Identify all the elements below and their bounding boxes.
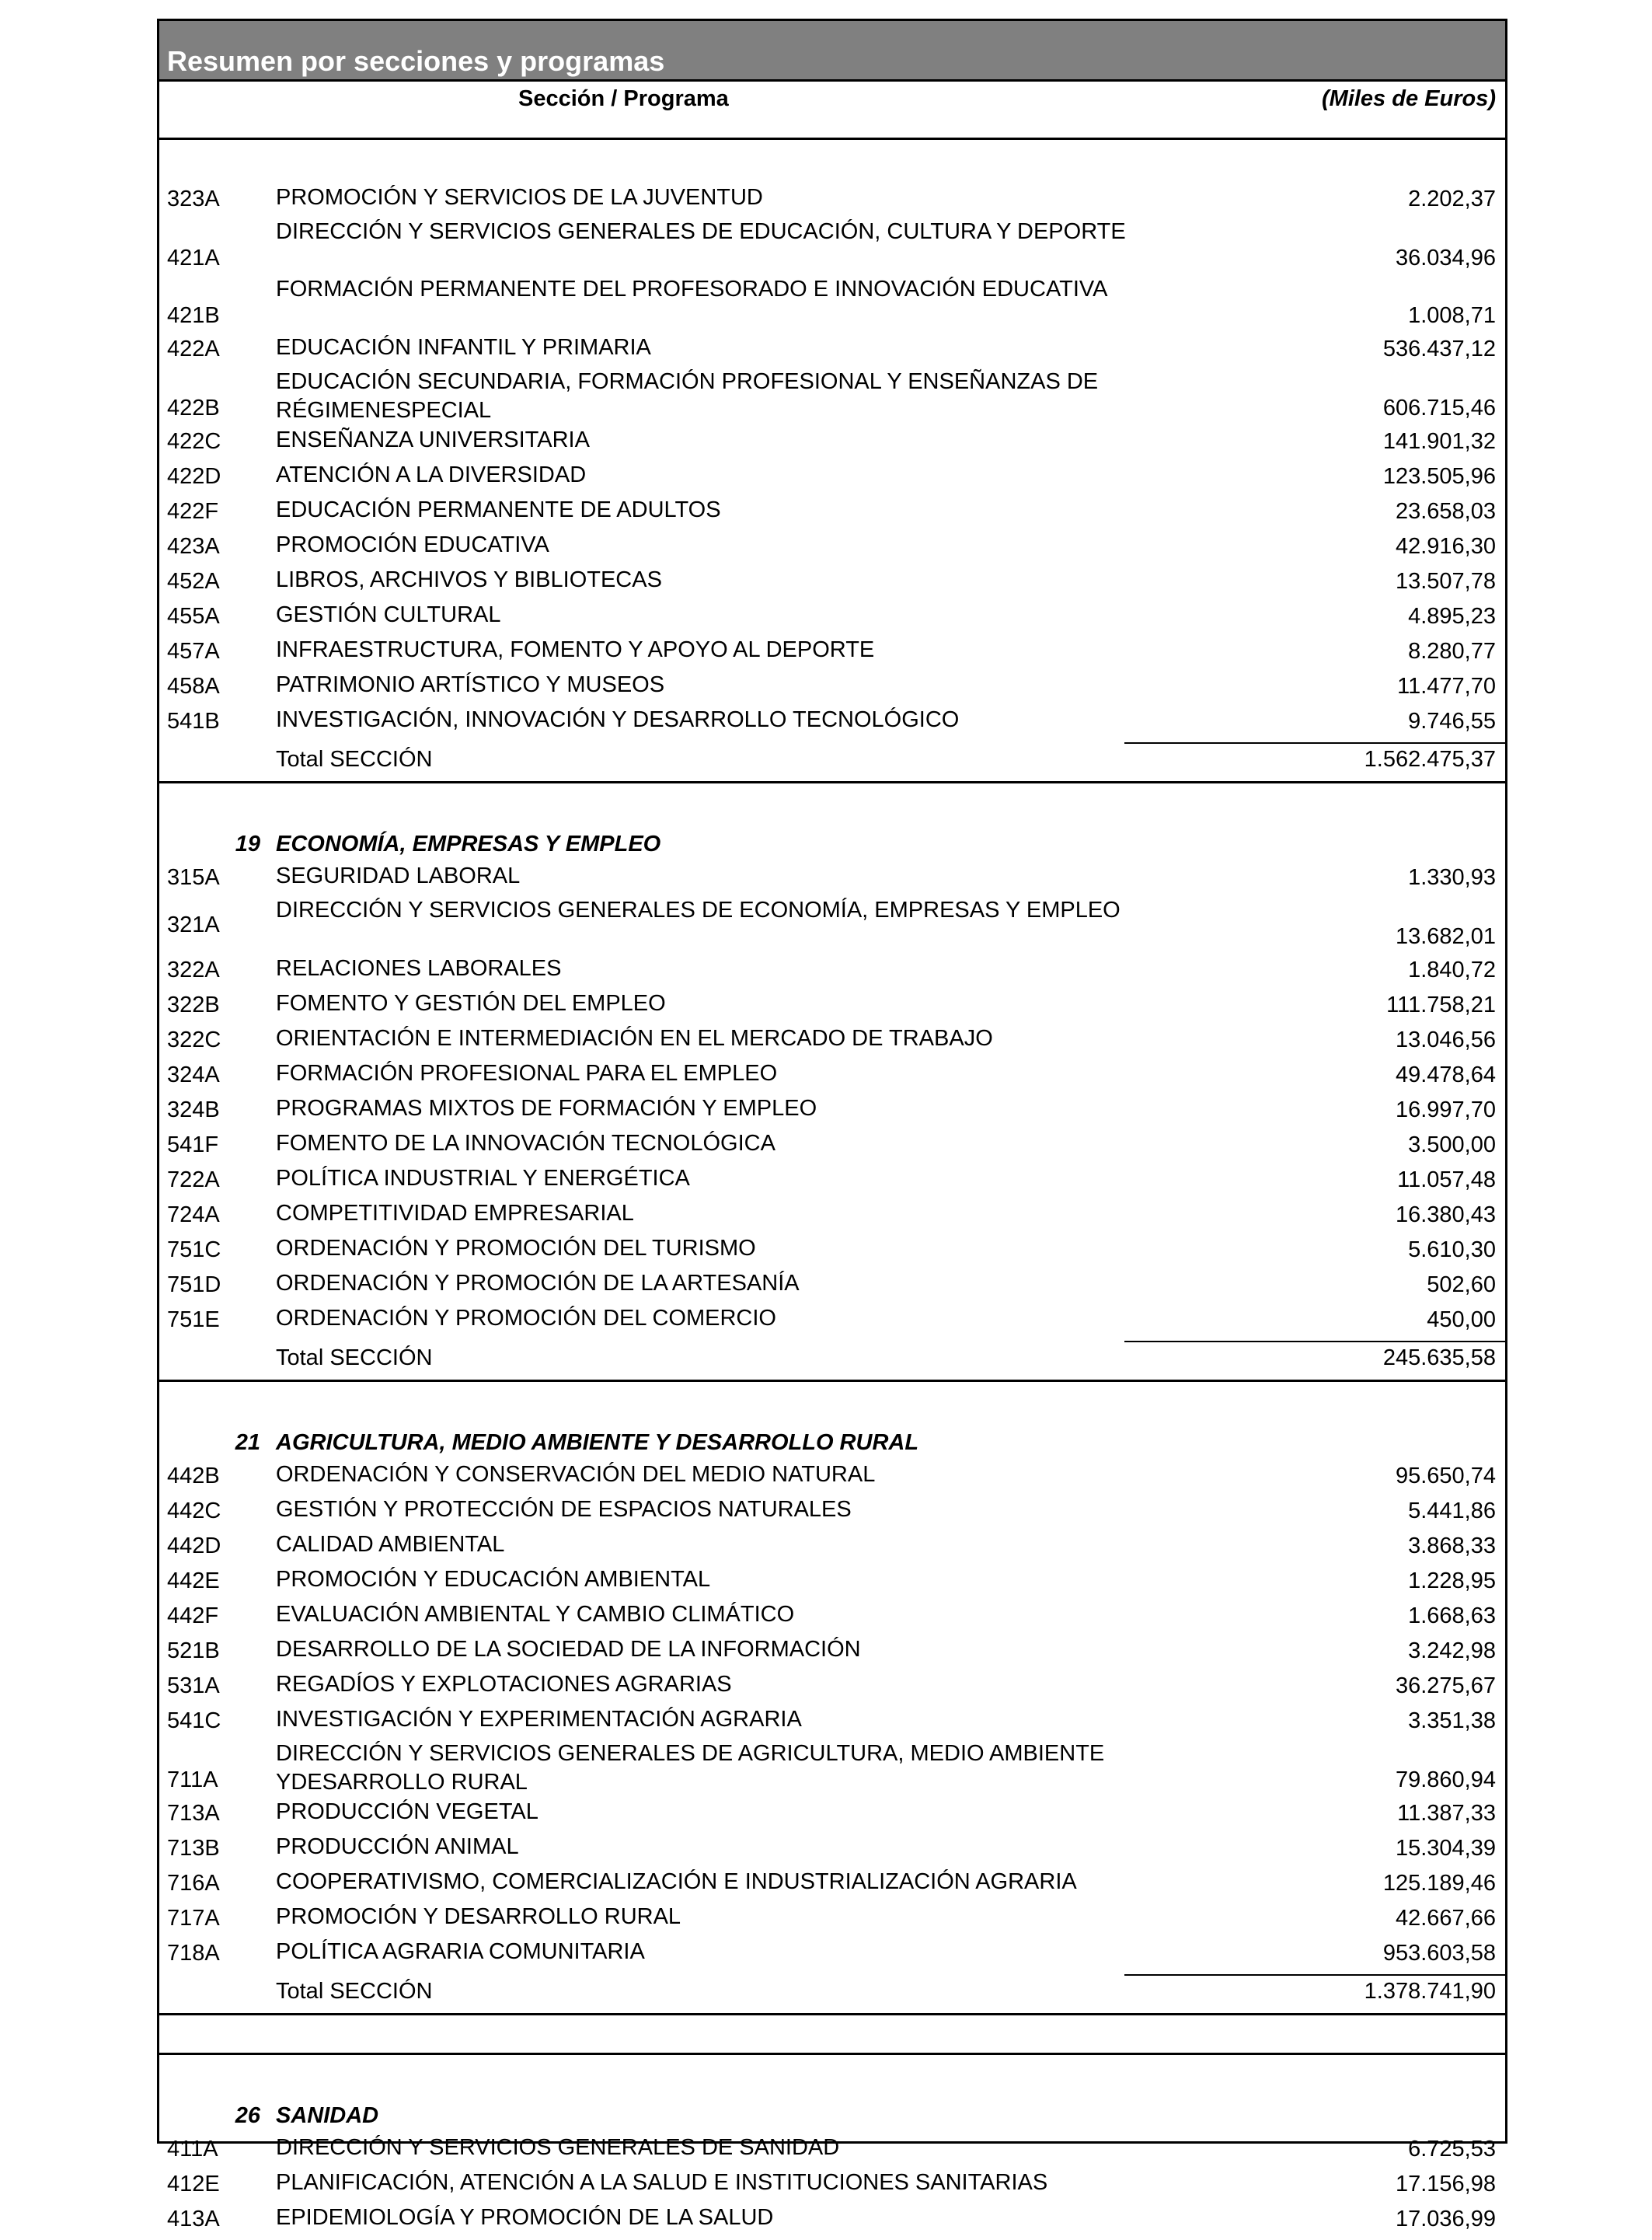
- budget-summary-document: [157, 19, 1507, 2231]
- program-code: 442D: [167, 1533, 221, 1558]
- program-name: FOMENTO Y GESTIÓN DEL EMPLEO: [276, 991, 666, 1016]
- program-row: [159, 335, 1505, 370]
- program-code: 421B: [167, 303, 220, 328]
- program-row: [159, 1939, 1505, 1974]
- total-rule: [1124, 1341, 1505, 1342]
- program-code: 421A: [167, 246, 220, 270]
- section-total-label: Total SECCIÓN: [276, 747, 433, 772]
- section-block: [159, 1382, 1505, 2055]
- program-amount: 36.034,96: [1395, 246, 1496, 270]
- program-name: ATENCIÓN A LA DIVERSIDAD: [276, 462, 587, 487]
- section-name: SANIDAD: [276, 2103, 379, 2128]
- program-name: DIRECCIÓN Y SERVICIOS GENERALES DE EDUCACIÓN, CULTURA Y DEPORTE: [276, 219, 1126, 244]
- program-amount: 17.036,99: [1395, 2207, 1496, 2231]
- program-code: 422C: [167, 429, 221, 454]
- program-code: 457A: [167, 639, 220, 664]
- program-amount: 4.895,23: [1408, 604, 1496, 629]
- program-code: 422D: [167, 464, 221, 489]
- program-code: 541F: [167, 1132, 219, 1157]
- program-code: 422F: [167, 499, 219, 524]
- program-row: [159, 1026, 1505, 1061]
- program-row: [159, 1096, 1505, 1131]
- program-amount: 17.156,98: [1395, 2172, 1496, 2196]
- program-code: 442F: [167, 1603, 219, 1628]
- program-amount: 16.997,70: [1395, 1097, 1496, 1122]
- program-amount: 125.189,46: [1382, 1871, 1496, 1896]
- program-code: 422B: [167, 396, 220, 420]
- program-name: DIRECCIÓN Y SERVICIOS GENERALES DE SANIDAD: [276, 2135, 840, 2160]
- program-code: 315A: [167, 865, 220, 890]
- program-amount: 111.758,21: [1386, 993, 1496, 1017]
- program-row: [159, 1904, 1505, 1939]
- program-code: 442C: [167, 1499, 221, 1523]
- program-row: [159, 991, 1505, 1026]
- program-amount: 1.330,93: [1408, 865, 1496, 890]
- section-total-label: Total SECCIÓN: [276, 1345, 433, 1370]
- program-row: [159, 1236, 1505, 1271]
- program-amount: 13.682,01: [1395, 924, 1496, 949]
- program-amount: 3.351,38: [1408, 1708, 1496, 1733]
- program-amount: 6.725,53: [1408, 2137, 1496, 2161]
- program-amount: 36.275,67: [1395, 1673, 1496, 1698]
- program-row: [159, 1131, 1505, 1166]
- program-name: DESARROLLO DE LA SOCIEDAD DE LA INFORMACIÓN: [276, 1637, 861, 1662]
- program-row: [159, 1672, 1505, 1707]
- program-amount: 3.868,33: [1408, 1533, 1496, 1558]
- program-code: 321A: [167, 912, 220, 937]
- program-amount: 13.507,78: [1395, 569, 1496, 594]
- program-row: [159, 2205, 1505, 2240]
- program-row: [159, 898, 1505, 956]
- section-total-amount: 1.562.475,37: [1364, 747, 1496, 772]
- program-row: [159, 1602, 1505, 1637]
- program-amount: 502,60: [1427, 1272, 1496, 1297]
- program-row: [159, 1869, 1505, 1904]
- program-code: 713A: [167, 1801, 220, 1826]
- program-code: 422A: [167, 337, 220, 361]
- section-separator: [159, 2015, 1505, 2055]
- program-code: 751C: [167, 1237, 221, 1262]
- program-name: PRODUCCIÓN ANIMAL: [276, 1834, 519, 1859]
- program-name: EVALUACIÓN AMBIENTAL Y CAMBIO CLIMÁTICO: [276, 1602, 795, 1627]
- section-gap: [159, 1382, 1505, 1427]
- program-code: 717A: [167, 1906, 220, 1931]
- program-code: 716A: [167, 1871, 220, 1896]
- program-amount: 5.441,86: [1408, 1499, 1496, 1523]
- program-name: POLÍTICA INDUSTRIAL Y ENERGÉTICA: [276, 1166, 690, 1191]
- program-amount: 1.228,95: [1408, 1568, 1496, 1593]
- program-name: FORMACIÓN PERMANENTE DEL PROFESORADO E INNOVACIÓN EDUCATIVA: [276, 277, 1108, 302]
- program-row: [159, 956, 1505, 991]
- program-name: INVESTIGACIÓN, INNOVACIÓN Y DESARROLLO TECNOLÓGICO: [276, 707, 960, 732]
- program-row: [159, 707, 1505, 742]
- program-row: [159, 1637, 1505, 1672]
- program-amount: 11.387,33: [1397, 1801, 1496, 1826]
- program-code: 324B: [167, 1097, 220, 1122]
- program-row: [159, 672, 1505, 707]
- program-code: 442B: [167, 1464, 220, 1488]
- section-name: ECONOMÍA, EMPRESAS Y EMPLEO: [276, 832, 661, 857]
- program-code: 411A: [167, 2137, 218, 2161]
- program-code: 455A: [167, 604, 220, 629]
- program-code: 413A: [167, 2207, 220, 2231]
- section-heading: [159, 1427, 1505, 1462]
- program-code: 322C: [167, 1028, 221, 1052]
- section-total-row: [159, 1974, 1505, 2015]
- section-number: 26: [235, 2103, 260, 2128]
- program-name: GESTIÓN CULTURAL: [276, 602, 501, 627]
- program-row: [159, 864, 1505, 898]
- program-name: PRODUCCIÓN VEGETAL: [276, 1799, 538, 1824]
- program-name: ORDENACIÓN Y PROMOCIÓN DEL TURISMO: [276, 1236, 756, 1261]
- section-gap: [159, 783, 1505, 829]
- program-row: [159, 185, 1505, 220]
- program-name: EDUCACIÓN PERMANENTE DE ADULTOS: [276, 497, 721, 522]
- program-code: 713B: [167, 1836, 220, 1861]
- program-code: 412E: [167, 2172, 220, 2196]
- program-name: EPIDEMIOLOGÍA Y PROMOCIÓN DE LA SALUD: [276, 2205, 774, 2230]
- program-name: EDUCACIÓN SECUNDARIA, FORMACIÓN PROFESIONAL Y ENSEÑANZAS DE RÉGIMENESPECIAL: [276, 369, 1099, 423]
- program-row: [159, 1567, 1505, 1602]
- program-row: [159, 1834, 1505, 1869]
- program-row: [159, 532, 1505, 567]
- program-name: DIRECCIÓN Y SERVICIOS GENERALES DE AGRICULTURA, MEDIO AMBIENTE YDESARROLLO RURAL: [276, 1741, 1105, 1795]
- program-name: PLANIFICACIÓN, ATENCIÓN A LA SALUD E INSTITUCIONES SANITARIAS: [276, 2170, 1048, 2195]
- program-amount: 5.610,30: [1408, 1237, 1496, 1262]
- program-amount: 16.380,43: [1395, 1202, 1496, 1227]
- program-code: 322B: [167, 993, 220, 1017]
- program-name: PROMOCIÓN Y SERVICIOS DE LA JUVENTUD: [276, 185, 763, 210]
- program-row: [159, 2135, 1505, 2170]
- program-amount: 141.901,32: [1382, 429, 1496, 454]
- program-row: [159, 1271, 1505, 1306]
- program-amount: 95.650,74: [1395, 1464, 1496, 1488]
- program-code: 711A: [167, 1767, 218, 1792]
- program-name: GESTIÓN Y PROTECCIÓN DE ESPACIOS NATURALES: [276, 1497, 852, 1522]
- program-amount: 450,00: [1427, 1307, 1496, 1332]
- program-name: PATRIMONIO ARTÍSTICO Y MUSEOS: [276, 672, 665, 697]
- program-code: 531A: [167, 1673, 220, 1698]
- program-row: [159, 1799, 1505, 1834]
- program-amount: 8.280,77: [1408, 639, 1496, 664]
- program-name: ENSEÑANZA UNIVERSITARIA: [276, 427, 590, 452]
- program-name: PROGRAMAS MIXTOS DE FORMACIÓN Y EMPLEO: [276, 1096, 817, 1121]
- program-code: 423A: [167, 534, 220, 559]
- program-name: ORDENACIÓN Y PROMOCIÓN DE LA ARTESANÍA: [276, 1271, 800, 1296]
- section-gap: [159, 2055, 1505, 2100]
- program-name: ORDENACIÓN Y PROMOCIÓN DEL COMERCIO: [276, 1306, 776, 1331]
- program-amount: 123.505,96: [1382, 464, 1496, 489]
- program-row: [159, 567, 1505, 602]
- section-block: [159, 783, 1505, 1382]
- section-block: [159, 140, 1505, 783]
- program-row: [159, 1497, 1505, 1532]
- program-name: PROMOCIÓN EDUCATIVA: [276, 532, 549, 557]
- program-name: REGADÍOS Y EXPLOTACIONES AGRARIAS: [276, 1672, 732, 1697]
- title-bar: [159, 21, 1505, 82]
- program-row: [159, 1707, 1505, 1742]
- program-code: 751E: [167, 1307, 220, 1332]
- program-code: 718A: [167, 1941, 220, 1966]
- program-code: 323A: [167, 187, 220, 211]
- program-row: [159, 602, 1505, 637]
- program-row: [159, 497, 1505, 532]
- program-row: [159, 1742, 1505, 1799]
- program-name: CALIDAD AMBIENTAL: [276, 1532, 505, 1557]
- section-heading: [159, 829, 1505, 864]
- program-name: EDUCACIÓN INFANTIL Y PRIMARIA: [276, 335, 651, 360]
- program-name: RELACIONES LABORALES: [276, 956, 562, 981]
- program-row: [159, 1061, 1505, 1096]
- section-gap: [159, 140, 1505, 185]
- column-header-units: (Miles de Euros): [1322, 86, 1496, 111]
- program-name: DIRECCIÓN Y SERVICIOS GENERALES DE ECONOMÍA, EMPRESAS Y EMPLEO: [276, 898, 1121, 923]
- program-code: 521B: [167, 1638, 220, 1663]
- program-row: [159, 1166, 1505, 1201]
- program-name: ORDENACIÓN Y CONSERVACIÓN DEL MEDIO NATURAL: [276, 1462, 876, 1487]
- section-total-label: Total SECCIÓN: [276, 1979, 433, 2004]
- program-code: 452A: [167, 569, 220, 594]
- program-code: 324A: [167, 1062, 220, 1087]
- program-code: 751D: [167, 1272, 221, 1297]
- program-name: POLÍTICA AGRARIA COMUNITARIA: [276, 1939, 645, 1964]
- program-row: [159, 1532, 1505, 1567]
- program-row: [159, 462, 1505, 497]
- program-row: [159, 277, 1505, 335]
- program-name: ORIENTACIÓN E INTERMEDIACIÓN EN EL MERCADO DE TRABAJO: [276, 1026, 993, 1051]
- program-name: PROMOCIÓN Y DESARROLLO RURAL: [276, 1904, 681, 1929]
- column-header-seccion-programa: Sección / Programa: [518, 86, 729, 111]
- section-total-amount: 245.635,58: [1382, 1345, 1496, 1370]
- program-row: [159, 370, 1505, 427]
- program-amount: 953.603,58: [1382, 1941, 1496, 1966]
- program-amount: 1.668,63: [1408, 1603, 1496, 1628]
- program-code: 458A: [167, 674, 220, 699]
- program-code: 442E: [167, 1568, 220, 1593]
- program-amount: 1.840,72: [1408, 958, 1496, 982]
- column-header: [159, 82, 1505, 140]
- section-number: 21: [235, 1430, 260, 1455]
- program-name: FORMACIÓN PROFESIONAL PARA EL EMPLEO: [276, 1061, 778, 1086]
- section-total-row: [159, 1341, 1505, 1382]
- program-row: [159, 1462, 1505, 1497]
- program-amount: 23.658,03: [1395, 499, 1496, 524]
- total-rule: [1124, 742, 1505, 744]
- program-amount: 2.202,37: [1408, 187, 1496, 211]
- program-row: [159, 220, 1505, 277]
- program-row: [159, 1306, 1505, 1341]
- program-amount: 9.746,55: [1408, 709, 1496, 734]
- program-code: 541B: [167, 709, 220, 734]
- program-amount: 606.715,46: [1382, 396, 1496, 420]
- program-row: [159, 637, 1505, 672]
- section-block: [159, 2055, 1505, 2240]
- program-code: 541C: [167, 1708, 221, 1733]
- program-amount: 536.437,12: [1382, 337, 1496, 361]
- program-amount: 11.057,48: [1397, 1167, 1496, 1192]
- program-amount: 11.477,70: [1397, 674, 1496, 699]
- program-amount: 15.304,39: [1395, 1836, 1496, 1861]
- program-row: [159, 2170, 1505, 2205]
- program-amount: 3.242,98: [1408, 1638, 1496, 1663]
- program-amount: 42.916,30: [1395, 534, 1496, 559]
- program-code: 724A: [167, 1202, 220, 1227]
- section-name: AGRICULTURA, MEDIO AMBIENTE Y DESARROLLO RURAL: [276, 1430, 919, 1455]
- program-name: INVESTIGACIÓN Y EXPERIMENTACIÓN AGRARIA: [276, 1707, 802, 1732]
- program-name: INFRAESTRUCTURA, FOMENTO Y APOYO AL DEPORTE: [276, 637, 875, 662]
- program-name: FOMENTO DE LA INNOVACIÓN TECNOLÓGICA: [276, 1131, 775, 1156]
- program-amount: 49.478,64: [1395, 1062, 1496, 1087]
- program-name: SEGURIDAD LABORAL: [276, 864, 521, 888]
- section-total-amount: 1.378.741,90: [1364, 1979, 1496, 2004]
- program-amount: 1.008,71: [1408, 303, 1496, 328]
- program-amount: 13.046,56: [1395, 1028, 1496, 1052]
- sections-container: [159, 140, 1505, 2240]
- program-name: LIBROS, ARCHIVOS Y BIBLIOTECAS: [276, 567, 662, 592]
- program-name: PROMOCIÓN Y EDUCACIÓN AMBIENTAL: [276, 1567, 711, 1592]
- program-code: 722A: [167, 1167, 220, 1192]
- section-number: 19: [235, 832, 260, 857]
- program-amount: 79.860,94: [1395, 1767, 1496, 1792]
- program-row: [159, 1201, 1505, 1236]
- program-code: 322A: [167, 958, 220, 982]
- section-total-row: [159, 742, 1505, 783]
- program-amount: 3.500,00: [1408, 1132, 1496, 1157]
- section-heading: [159, 2100, 1505, 2135]
- program-name: COOPERATIVISMO, COMERCIALIZACIÓN E INDUSTRIALIZACIÓN AGRARIA: [276, 1869, 1077, 1894]
- program-amount: 42.667,66: [1395, 1906, 1496, 1931]
- program-name: COMPETITIVIDAD EMPRESARIAL: [276, 1201, 634, 1226]
- page-title: Resumen por secciones y programas: [167, 45, 665, 77]
- program-row: [159, 427, 1505, 462]
- total-rule: [1124, 1974, 1505, 1976]
